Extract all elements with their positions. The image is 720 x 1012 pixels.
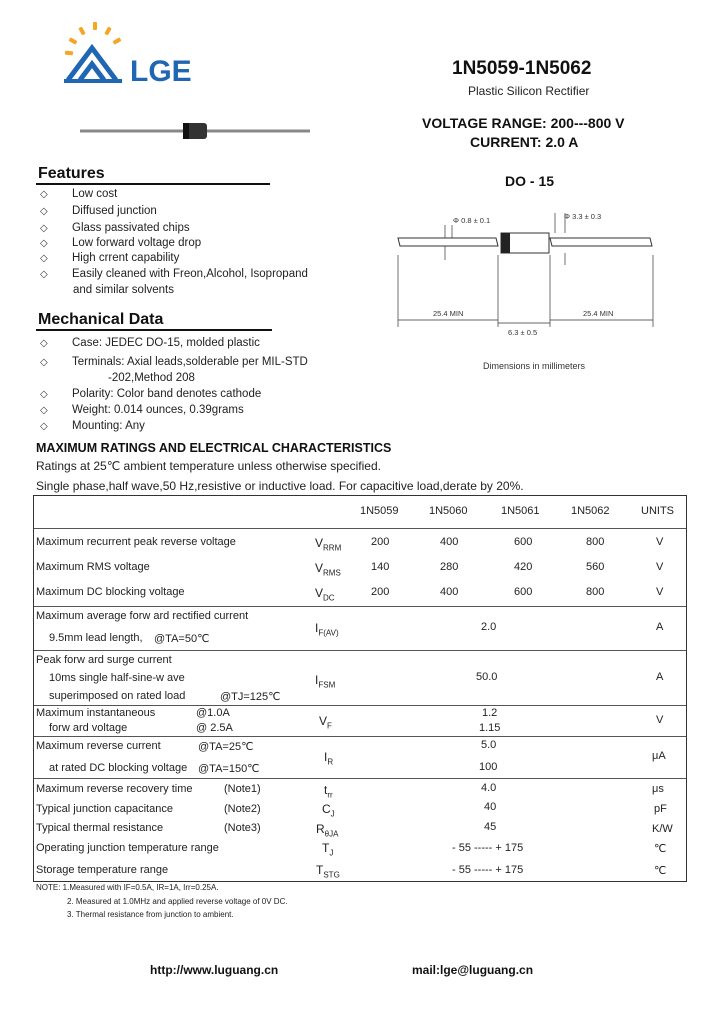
param-label: at rated DC blocking voltage xyxy=(49,762,188,774)
unit-cell: K/W xyxy=(652,823,673,835)
param-symbol: $R_{\theta JA}$ xyxy=(316,822,339,839)
param-label: Maximum RMS voltage xyxy=(36,561,150,573)
note-line: 2. Measured at 1.0MHz and applied reverse voltage of 0V DC. xyxy=(67,897,288,906)
unit-cell: V xyxy=(656,586,664,598)
param-label: Storage temperature range xyxy=(36,864,169,876)
param-note: (Note2) xyxy=(224,803,261,815)
param-symbol: $T_{STG}$ xyxy=(316,863,340,880)
diamond-bullet-icon: ◇ xyxy=(40,238,48,249)
param-symbol: $I_R$ xyxy=(324,750,334,767)
row-divider xyxy=(34,705,686,706)
param-label: 9.5mm lead length, xyxy=(49,632,143,644)
diamond-bullet-icon: ◇ xyxy=(40,357,48,368)
mechanical-title: Mechanical Data xyxy=(38,311,164,328)
value-cell: 50.0 xyxy=(476,671,498,683)
value-cell: 4.0 xyxy=(481,782,497,794)
row-divider xyxy=(34,778,686,779)
value-cell: 420 xyxy=(514,561,533,573)
param-symbol: $T_J$ xyxy=(322,841,334,858)
mechanical-item: ◇ Weight: 0.014 ounces, 0.39grams xyxy=(40,404,244,416)
mechanical-item: ◇ Terminals: Axial leads,solderable per MIL-STD xyxy=(40,356,308,368)
param-symbol: $V_{RMS}$ xyxy=(315,561,341,578)
ratings-line-2: Single phase,half wave,50 Hz,resistive or inductive load. For capacitive load,derate by 20%. xyxy=(36,479,524,493)
diamond-bullet-icon: ◇ xyxy=(40,405,48,416)
diamond-bullet-icon: ◇ xyxy=(40,189,48,200)
row-divider xyxy=(34,606,686,607)
package-diagram xyxy=(395,205,660,350)
svg-text:Φ 0.8 ± 0.1: Φ 0.8 ± 0.1 xyxy=(453,216,491,225)
value-cell: 800 xyxy=(586,586,605,598)
param-symbol: $V_{RRM}$ xyxy=(315,536,342,553)
subtitle: Plastic Silicon Rectifier xyxy=(468,84,590,98)
param-condition: @TA=25℃ xyxy=(198,741,254,753)
param-label: Maximum recurrent peak reverse voltage xyxy=(36,536,236,548)
param-label: Maximum reverse recovery time xyxy=(36,783,193,795)
dimension-drawing-icon xyxy=(395,205,660,350)
value-cell: 2.0 xyxy=(481,621,497,633)
value-cell: 5.0 xyxy=(481,739,497,751)
feature-item-cont: and similar solvents xyxy=(73,284,174,296)
value-cell: 100 xyxy=(479,761,498,773)
value-cell: 400 xyxy=(440,536,459,548)
svg-text:25.4 MIN: 25.4 MIN xyxy=(583,309,614,318)
value-cell: 1.2 xyxy=(482,707,498,719)
svg-text:Φ 3.3 ± 0.3: Φ 3.3 ± 0.3 xyxy=(564,212,602,221)
param-label: forw ard voltage xyxy=(49,722,128,734)
unit-cell: pF xyxy=(654,803,667,815)
ratings-line-1: Ratings at 25℃ ambient temperature unless otherwise specified. xyxy=(36,459,381,473)
feature-item: ◇ High crrent capability xyxy=(40,252,180,264)
unit-cell: V xyxy=(656,714,664,726)
param-label: Maximum DC blocking voltage xyxy=(36,586,185,598)
diamond-bullet-icon: ◇ xyxy=(40,338,48,349)
col-header: UNITS xyxy=(641,505,674,517)
current-rating: CURRENT: 2.0 A xyxy=(470,134,579,150)
unit-cell: V xyxy=(656,561,664,573)
param-symbol: $I_{FSM}$ xyxy=(315,673,336,690)
param-label: Operating junction temperature range xyxy=(36,842,219,854)
mechanical-item: ◇ Polarity: Color band denotes cathode xyxy=(40,388,262,400)
part-number: 1N5059-1N5062 xyxy=(452,58,592,79)
svg-text:25.4 MIN: 25.4 MIN xyxy=(433,309,464,318)
unit-cell: A xyxy=(656,671,664,683)
package-label: DO - 15 xyxy=(505,173,555,189)
mechanical-item-cont: -202,Method 208 xyxy=(108,372,195,384)
value-cell: - 55 ----- + 175 xyxy=(452,842,524,854)
param-condition: @TA=150℃ xyxy=(198,763,260,775)
mechanical-rule xyxy=(36,329,272,331)
unit-cell: A xyxy=(656,621,664,633)
diamond-bullet-icon: ◇ xyxy=(40,223,48,234)
value-cell: 280 xyxy=(440,561,459,573)
website-link[interactable]: http://www.luguang.cn xyxy=(150,963,279,977)
note-line: NOTE: 1.Measured with IF=0.5A, IR=1A, Irr=0.25A. xyxy=(36,883,219,892)
param-label: Maximum instantaneous xyxy=(36,707,156,719)
param-condition: @TJ=125℃ xyxy=(220,691,281,703)
note-line: 3. Thermal resistance from junction to ambient. xyxy=(67,910,234,919)
svg-text:LGE: LGE xyxy=(130,55,192,88)
param-label: 10ms single half-sine-w ave xyxy=(49,672,185,684)
param-symbol: $t_{rr}$ xyxy=(324,783,333,800)
characteristics-table xyxy=(33,495,687,882)
param-condition: @TA=50℃ xyxy=(154,633,210,645)
value-cell: 45 xyxy=(484,821,497,833)
row-divider xyxy=(34,650,686,651)
feature-item: ◇ Low forward voltage drop xyxy=(40,237,202,249)
value-cell: 140 xyxy=(371,561,390,573)
value-cell: 600 xyxy=(514,536,533,548)
param-label: Peak forw ard surge current xyxy=(36,654,172,666)
value-cell: 40 xyxy=(484,801,497,813)
param-label: Typical thermal resistance xyxy=(36,822,164,834)
col-header: 1N5060 xyxy=(429,505,468,517)
value-cell: 200 xyxy=(371,586,390,598)
unit-cell: ℃ xyxy=(654,865,667,877)
logo xyxy=(60,18,240,98)
unit-cell: ℃ xyxy=(654,843,667,855)
mechanical-item: ◇ Mounting: Any xyxy=(40,420,145,432)
value-cell: 1.15 xyxy=(479,722,501,734)
diamond-bullet-icon: ◇ xyxy=(40,269,48,280)
email-link[interactable]: mail:lge@luguang.cn xyxy=(412,963,534,977)
row-divider xyxy=(34,736,686,737)
value-cell: 200 xyxy=(371,536,390,548)
value-cell: 400 xyxy=(440,586,459,598)
svg-text:6.3 ± 0.5: 6.3 ± 0.5 xyxy=(508,328,538,337)
row-divider xyxy=(34,528,686,529)
param-condition: @1.0A xyxy=(196,707,230,719)
mechanical-item: ◇ Case: JEDEC DO-15, molded plastic xyxy=(40,337,260,349)
diamond-bullet-icon: ◇ xyxy=(40,389,48,400)
param-note: (Note3) xyxy=(224,822,261,834)
param-symbol: $V_F$ xyxy=(319,714,332,731)
feature-item: ◇ Diffused junction xyxy=(40,205,157,217)
dimensions-note: Dimensions in millimeters xyxy=(483,361,586,371)
param-condition: @ 2.5A xyxy=(196,722,233,734)
param-label: superimposed on rated load xyxy=(49,690,186,702)
unit-cell: V xyxy=(656,536,664,548)
param-symbol: $C_J$ xyxy=(322,802,335,819)
features-rule xyxy=(36,183,270,185)
voltage-range: VOLTAGE RANGE: 200---800 V xyxy=(422,115,625,131)
diode-picture xyxy=(80,120,310,142)
value-cell: 600 xyxy=(514,586,533,598)
unit-cell: μs xyxy=(652,783,664,795)
feature-item: ◇ Easily cleaned with Freon,Alcohol, Isopropand xyxy=(40,268,308,280)
col-header: 1N5061 xyxy=(501,505,540,517)
unit-cell: μA xyxy=(652,750,666,762)
feature-item: ◇ Low cost xyxy=(40,188,118,200)
col-header: 1N5059 xyxy=(360,505,399,517)
col-header: 1N5062 xyxy=(571,505,610,517)
diamond-bullet-icon: ◇ xyxy=(40,206,48,217)
logo-icon xyxy=(60,18,240,98)
param-symbol: $I_{F(AV)}$ xyxy=(315,621,339,638)
param-label: Typical junction capacitance xyxy=(36,803,173,815)
diode-icon xyxy=(80,120,310,142)
param-symbol: $V_{DC}$ xyxy=(315,586,335,603)
value-cell: 800 xyxy=(586,536,605,548)
param-note: (Note1) xyxy=(224,783,261,795)
diamond-bullet-icon: ◇ xyxy=(40,421,48,432)
param-label: Maximum reverse current xyxy=(36,740,161,752)
feature-item: ◇ Glass passivated chips xyxy=(40,222,190,234)
ratings-title: MAXIMUM RATINGS AND ELECTRICAL CHARACTERISTICS xyxy=(36,441,392,455)
value-cell: - 55 ----- + 175 xyxy=(452,864,524,876)
diamond-bullet-icon: ◇ xyxy=(40,253,48,264)
param-label: Maximum average forw ard rectified current xyxy=(36,610,249,622)
value-cell: 560 xyxy=(586,561,605,573)
features-title: Features xyxy=(38,165,105,182)
